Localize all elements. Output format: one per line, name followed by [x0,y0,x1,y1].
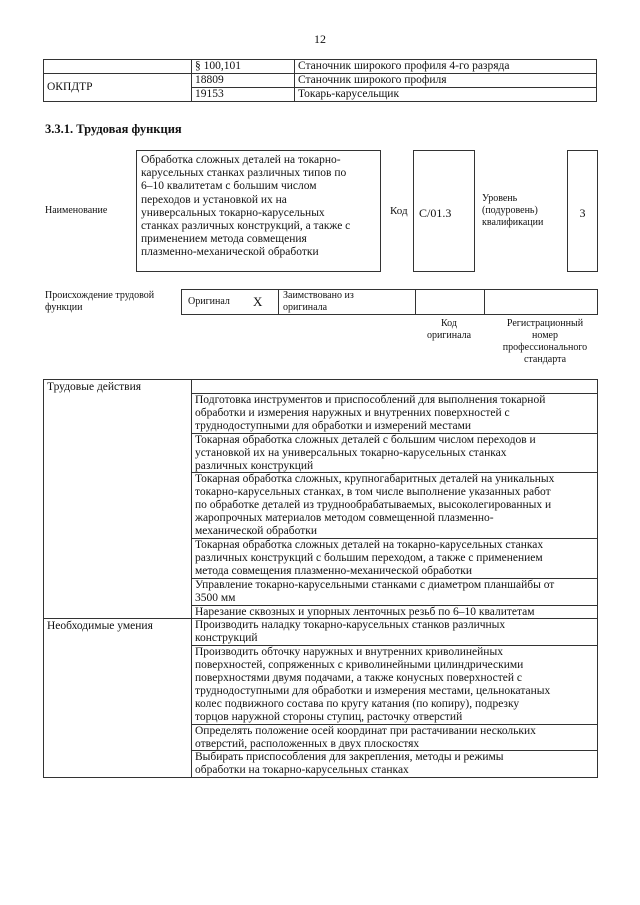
origin-label-line: функции [45,302,83,313]
skill-item [192,724,598,751]
text-line: Управление токарно-карусельными станками с диаметром планшайбы от [195,578,555,591]
borrowed-label-line: Заимствовано из [283,290,354,301]
origin-label [45,290,154,314]
borrowed-label-line: оригинала [283,302,328,313]
origin-divider [415,290,416,314]
labor-action-item [192,394,598,434]
text-line: механической обработки [195,525,317,538]
level-label-line: квалификации [482,217,544,228]
code-original-caption [412,318,486,342]
text-line: установкой их на универсальных токарно-карусельных станках [195,446,507,459]
text-line: различных конструкций с большим переходом, а также с применением [195,551,543,564]
original-mark: X [253,294,263,309]
text-line: труднодоступными для обработки и измерения местами, цельнокатаных [195,684,551,697]
function-name-line: переходов и установкой их на [141,193,287,206]
text-line: отверстий, расположенных в двух плоскостях [195,737,420,750]
skill-item [192,751,598,778]
level-value: 3 [579,206,586,220]
function-name-line: плазменно-механической обработки [141,246,319,259]
labor-action-item [192,605,598,619]
code-box [413,150,475,272]
reg-number-line: номер [532,330,558,341]
code-original-line: Код [441,318,457,329]
text-line: обработки на токарно-карусельных станках [195,764,409,777]
text-line: метода совмещения плазменно-механической обработки [195,564,473,577]
code-original-line: оригинала [426,330,472,341]
function-name-line: универсальных токарно-карусельных [141,206,325,219]
okpdtr-code: 19153 [192,88,295,102]
okpdtr-label: ОКПДТР [44,74,192,102]
level-label-line: Уровень [482,193,518,204]
okpdtr-empty-cell [44,60,192,74]
code-label: Код [390,205,408,217]
empty-cell [192,380,598,394]
text-line: труднодоступными для обработки и измерений местами [195,419,472,432]
reg-number-caption [488,318,602,366]
text-line: Выбирать приспособления для закрепления, методы и режимы [195,751,504,764]
okpdtr-name: Станочник широкого профиля [295,74,597,88]
function-name-line: карусельных станках различных типов по [141,167,347,180]
text-line: Производить наладку токарно-карусельных станков различных [195,619,506,632]
reg-number-line: профессионального [502,342,588,353]
reg-number-line: Регистрационный [506,318,584,329]
table-row [44,380,598,394]
okpdtr-code: 18809 [192,74,295,88]
skills-label: Необходимые умения [44,619,192,778]
section-title: 3.3.1. Трудовая функция [45,122,182,136]
origin-label-line: Происхождение трудовой [45,290,155,301]
function-name-line: Обработка сложных деталей на токарно- [141,154,341,166]
level-box [567,150,598,272]
table-row [44,74,597,88]
text-line: Определять положение осей координат при растачивании нескольких [195,724,536,737]
labor-action-item [192,433,598,473]
text-line: по обработке деталей из труднообрабатываемых, высоколегированных и [195,499,552,512]
reg-number-line: стандарта [523,354,567,365]
origin-divider [484,290,485,314]
table-row [44,60,597,74]
text-line: Подготовка инструментов и приспособлений для выполнения токарной [195,394,546,406]
text-line: поверхностями двумя подачами, а также конусных поверхностей с [195,672,523,685]
labor-actions-label: Трудовые действия [44,380,192,619]
text-line: Токарная обработка сложных деталей с большим числом переходов и [195,433,536,446]
text-line: Нарезание сквозных и упорных ленточных резьб по 6–10 квалитетам [195,605,535,618]
okpdtr-name: Станочник широкого профиля 4-го разряда [295,60,597,74]
function-name-line: применением метода совмещения [141,233,307,246]
text-line: Токарная обработка сложных деталей на токарно-карусельных станках [195,538,544,551]
text-line: конструкций [195,632,258,645]
text-line: торцов наружной стороны ступиц, расточку отверстий [195,710,463,723]
text-line: Токарная обработка сложных, крупногабаритных деталей на уникальных [195,473,555,486]
borrowed-label [283,290,354,314]
labor-action-item [192,538,598,578]
text-line: колес подвижного состава по кругу катания (по копиру), подрезку [195,697,520,710]
table-row [44,619,598,646]
level-label-line: (подуровень) [482,205,538,216]
level-label [482,193,543,229]
skill-item [192,646,598,724]
origin-box [181,289,598,315]
labor-action-item [192,473,598,539]
labor-action-item [192,578,598,605]
text-line: различных конструкций [195,459,314,472]
function-name-line: станках различных конструкций, а также с [141,220,351,233]
text-line: токарно-карусельных станках, в том числе выполнение указанных работ [195,486,551,499]
okpdtr-code: § 100,101 [192,60,295,74]
functions-table [43,379,598,778]
text-line: 3500 мм [195,591,236,604]
text-line: жаропрочных материалов методом совмещенной плазменно- [195,512,494,525]
origin-divider [278,290,279,314]
original-label: Оригинал [188,296,230,307]
okpdtr-table [43,59,597,102]
text-line: поверхностей, сопряженных с криволинейными цилиндрическими [195,659,524,672]
function-name-box [136,150,381,272]
name-label: Наименование [45,205,108,216]
page-number: 12 [314,32,326,46]
skill-item [192,619,598,646]
code-value: С/01.3 [419,206,452,220]
text-line: обработки и измерения наружных и внутренних поверхностей с [195,406,510,419]
function-name-line: 6–10 квалитетам с большим числом [141,180,317,193]
okpdtr-name: Токарь-карусельщик [295,88,597,102]
text-line: Производить обточку наружных и внутренних криволинейных [195,646,503,659]
